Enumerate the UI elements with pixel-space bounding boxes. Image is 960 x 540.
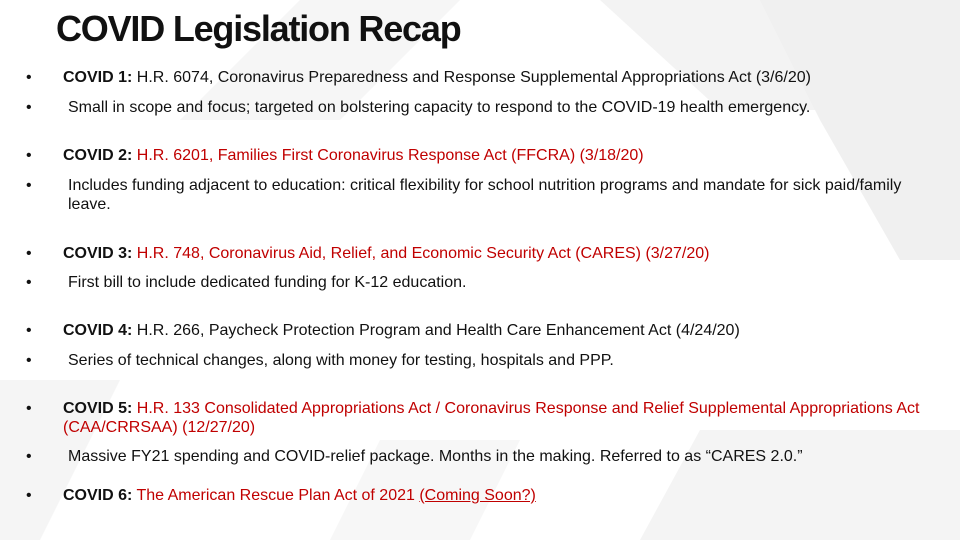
slide-title: COVID Legislation Recap: [56, 8, 461, 49]
bill-number-label: COVID 1:: [63, 69, 133, 86]
bullet-icon: •: [26, 177, 32, 194]
covid-3-heading: [26, 244, 931, 263]
bill-title: H.R. 6074, Coronavirus Preparedness and Response Supplemental Appropriations Act (3/6/20): [136, 69, 811, 86]
bill-title: The American Rescue Plan Act of 2021: [136, 487, 415, 504]
bullet-icon: •: [26, 487, 32, 504]
covid-4-detail: [26, 351, 931, 370]
covid-2-heading: [26, 146, 931, 165]
covid-5-detail: [26, 447, 931, 466]
covid-5-heading: [26, 399, 931, 437]
bill-title: H.R. 266, Paycheck Protection Program and Health Care Enhancement Act (4/24/20): [136, 322, 740, 339]
bill-title: H.R. 6201, Families First Coronavirus Response Act (FFCRA) (3/18/20): [136, 147, 644, 164]
bill-description: Massive FY21 spending and COVID-relief package. Months in the making. Referred to as “CARES 2.0.”: [68, 448, 803, 465]
covid-2-detail: [26, 176, 931, 214]
bill-description: Small in scope and focus; targeted on bolstering capacity to respond to the COVID-19 health emergency.: [68, 99, 811, 116]
bullet-icon: •: [26, 322, 32, 339]
covid-6-heading: [26, 486, 931, 505]
covid-3-detail: [26, 273, 931, 292]
bullet-icon: •: [26, 99, 32, 116]
bullet-icon: •: [26, 245, 32, 262]
bullet-icon: •: [26, 147, 32, 164]
bullet-icon: •: [26, 352, 32, 369]
coming-soon-link[interactable]: (Coming Soon?): [419, 487, 536, 504]
bill-title: H.R. 748, Coronavirus Aid, Relief, and Economic Security Act (CARES) (3/27/20): [136, 245, 710, 262]
bill-number-label: COVID 3:: [63, 245, 133, 262]
bullet-icon: •: [26, 274, 32, 291]
bill-title: H.R. 133 Consolidated Appropriations Act / Coronavirus Response and Relief Supplemental Appropriations Act (CAA/CRRSAA) (12/27/20): [63, 400, 920, 436]
covid-1-detail: [26, 98, 931, 117]
bill-number-label: COVID 6:: [63, 487, 133, 504]
bill-number-label: COVID 2:: [63, 147, 133, 164]
bullet-icon: •: [26, 69, 32, 86]
bill-number-label: COVID 5:: [63, 400, 133, 417]
bill-number-label: COVID 4:: [63, 322, 133, 339]
covid-4-heading: [26, 321, 931, 340]
bill-description: Includes funding adjacent to education: critical flexibility for school nutrition programs and mandate for sick paid/family leave.: [68, 177, 902, 213]
bullet-icon: •: [26, 448, 32, 465]
bill-description: First bill to include dedicated funding for K-12 education.: [68, 274, 467, 291]
bullet-icon: •: [26, 400, 32, 417]
covid-1-heading: [26, 68, 931, 87]
bill-description: Series of technical changes, along with money for testing, hospitals and PPP.: [68, 352, 614, 369]
